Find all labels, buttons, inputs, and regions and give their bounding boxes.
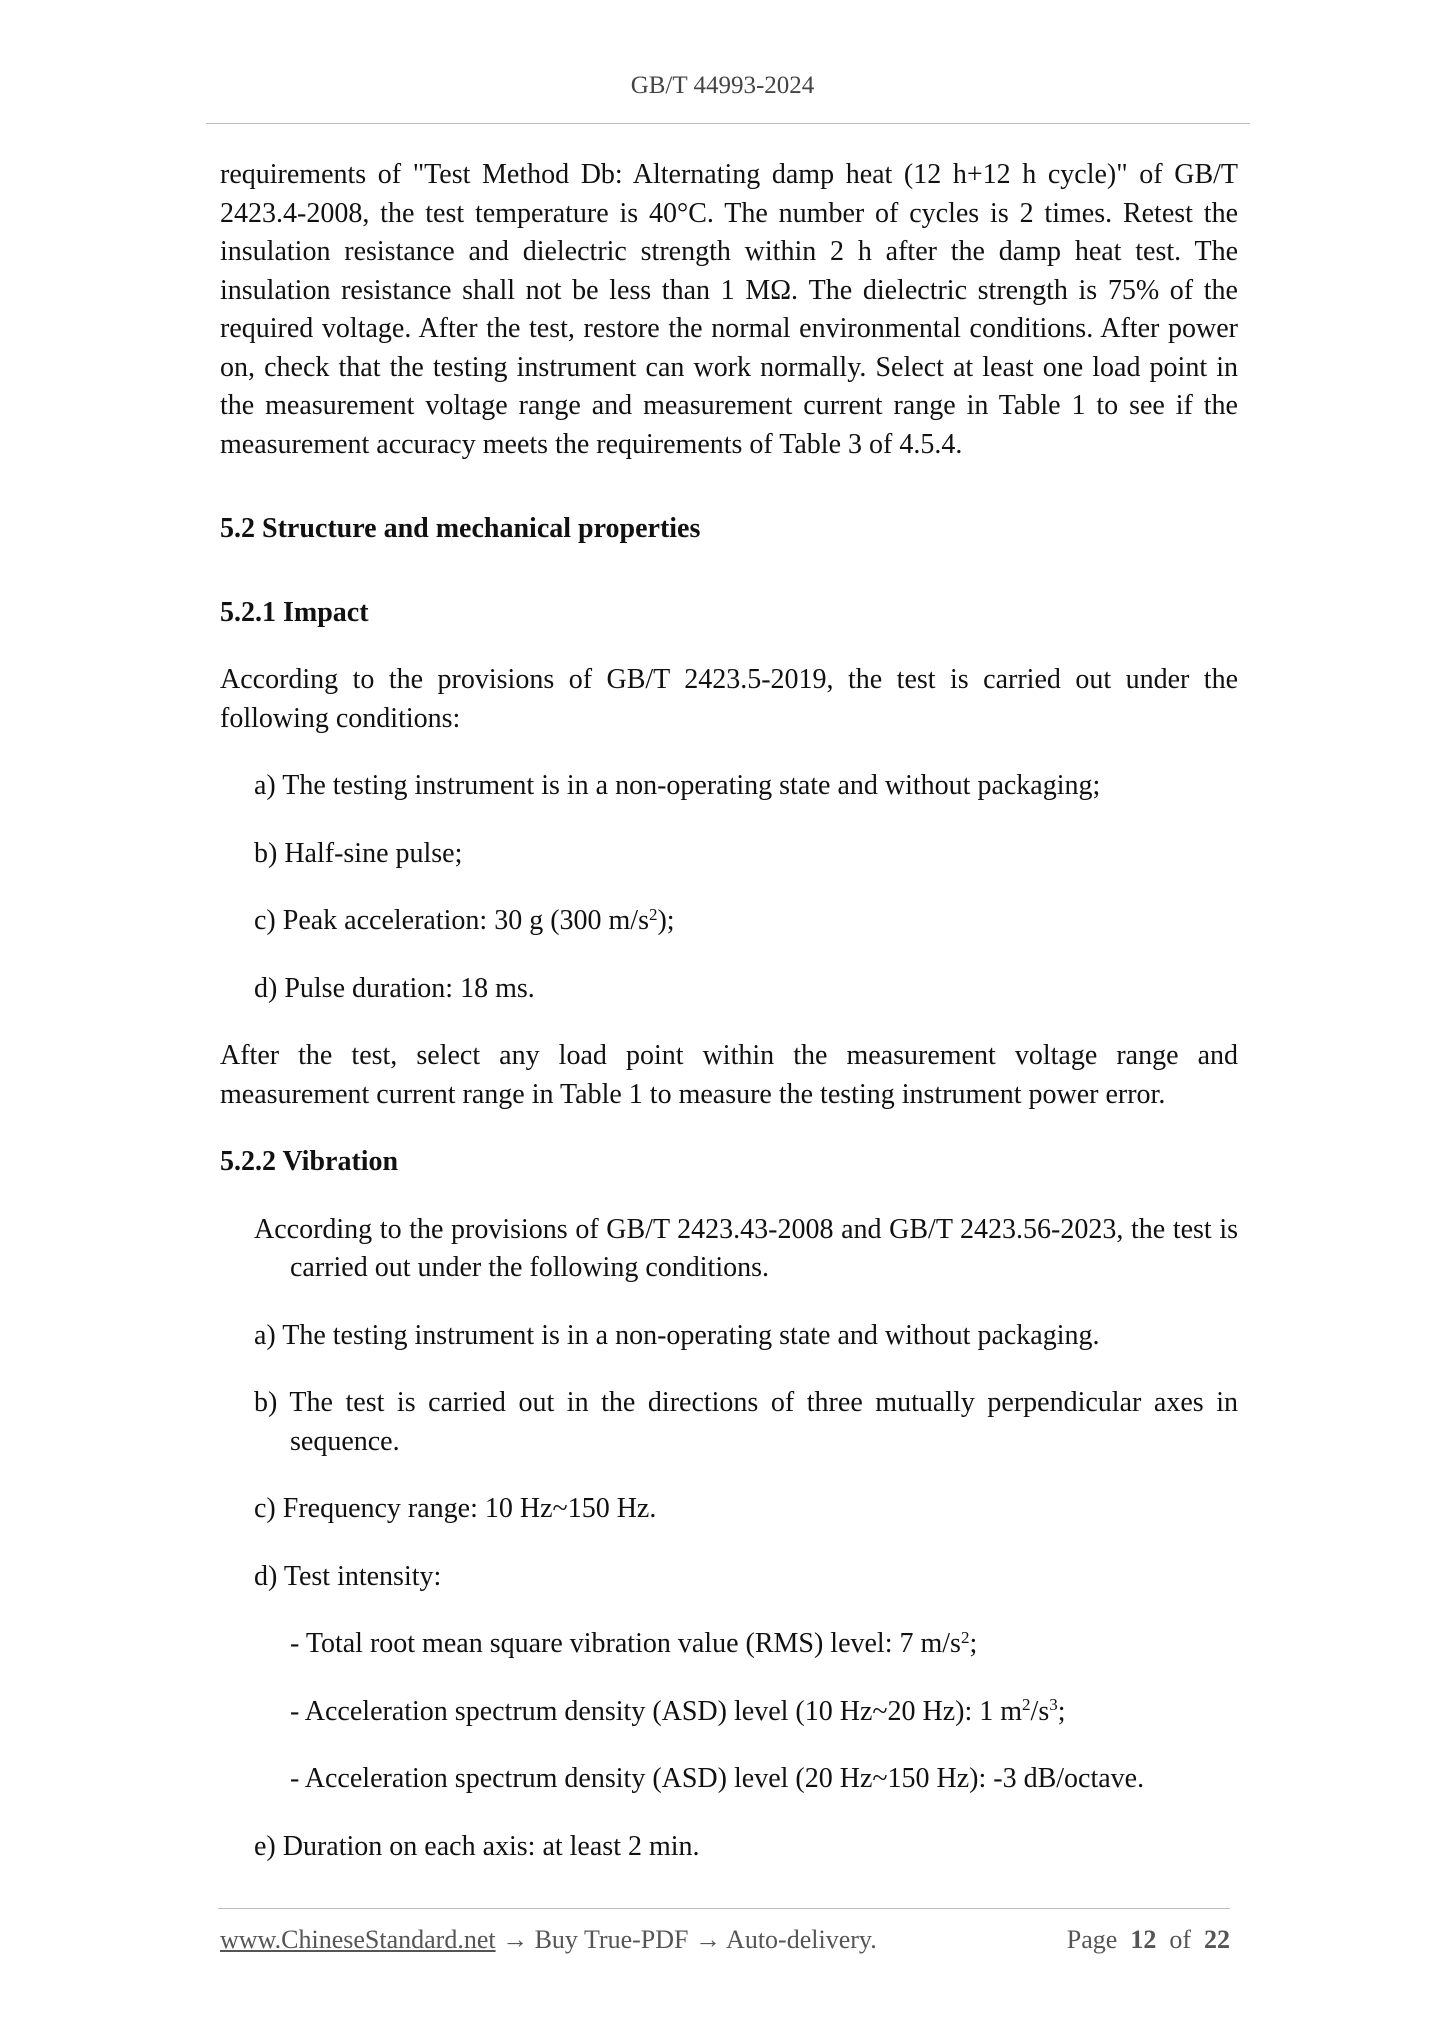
- vibration-sub-asd-low-superscript-2: 3: [1049, 1695, 1058, 1715]
- impact-item-c-text: c) Peak acceleration: 30 g (300 m/s: [254, 905, 649, 936]
- impact-item-c-end: );: [657, 905, 675, 936]
- vibration-intro: According to the provisions of GB/T 2423.43-2008 and GB/T 2423.56-2023, the test is carried out under the following conditions.: [254, 1213, 1238, 1283]
- page-footer: [220, 1925, 1230, 1955]
- impact-item-d: d) Pulse duration: 18 ms.: [254, 972, 535, 1004]
- intro-paragraph: requirements of "Test Method Db: Alternating damp heat (12 h+12 h cycle)" of GB/T 2423.4-2008, the test temperature is 40°C. The number of cycles is 2 times. Retest the insulation resistance and dielectric strength within 2 h after the damp heat test. The insulation resistance shall not be less than 1 MΩ. The dielectric strength is 75% of the required voltage. After the test, restore the normal environmental conditions. After power on, check that the testing instrument can work normally. Select at least one load point in the measurement voltage range and measurement current range in Table 1 to see if the measurement accuracy meets the requirements of Table 3 of 4.5.4.: [220, 159, 1238, 460]
- vibration-sub-asd-high: - Acceleration spectrum density (ASD) level (20 Hz~150 Hz): -3 dB/octave.: [290, 1763, 1145, 1794]
- website-link[interactable]: www.ChineseStandard.net: [220, 1925, 496, 1954]
- section-heading-5-2-2: 5.2.2 Vibration: [220, 1146, 399, 1177]
- vibration-sub-asd-low-mid: /s: [1030, 1695, 1050, 1727]
- vibration-sub-asd-low: [220, 1693, 1238, 1732]
- section-heading-5-2-1: 5.2.1 Impact: [220, 596, 369, 628]
- impact-item-b: b) Half-sine pulse;: [254, 837, 463, 869]
- header-divider: [206, 123, 1250, 124]
- impact-intro: According to the provisions of GB/T 2423.5-2019, the test is carried out under the following conditions:: [220, 664, 1238, 734]
- vibration-item-c: c) Frequency range: 10 Hz~150 Hz.: [254, 1493, 657, 1524]
- page-current: 12: [1130, 1925, 1157, 1954]
- page-of: of: [1169, 1925, 1191, 1954]
- document-code-header: GB/T 44993-2024: [630, 72, 815, 99]
- vibration-sub-rms: [220, 1625, 1238, 1664]
- vibration-item-b: b) The test is carried out in the directions of three mutually perpendicular axes in sequence.: [254, 1387, 1238, 1457]
- page-indicator: [1067, 1925, 1230, 1955]
- vibration-sub-rms-end: ;: [969, 1628, 978, 1659]
- impact-conclusion: After the test, select any load point within the measurement voltage range and measurement current range in Table 1 to measure the testing instrument power error.: [220, 1040, 1238, 1110]
- page-label: Page: [1066, 1925, 1118, 1954]
- document-body: [220, 156, 1238, 1866]
- impact-item-c: [220, 902, 1238, 941]
- vibration-sub-asd-low-end: ;: [1057, 1695, 1066, 1727]
- vibration-item-e: e) Duration on each axis: at least 2 min.: [254, 1830, 700, 1862]
- section-heading-5-2: 5.2 Structure and mechanical properties: [220, 513, 701, 544]
- vibration-sub-rms-superscript: 2: [960, 1627, 970, 1647]
- vibration-sub-asd-low-text: - Acceleration spectrum density (ASD) level (10 Hz~20 Hz): 1 m: [290, 1695, 1023, 1727]
- impact-item-c-superscript: 2: [648, 904, 658, 924]
- page-total: 22: [1204, 1925, 1230, 1954]
- footer-divider: [218, 1908, 1230, 1909]
- vibration-item-d: d) Test intensity:: [254, 1560, 442, 1592]
- impact-item-a: a) The testing instrument is in a non-operating state and without packaging;: [254, 770, 1101, 801]
- footer-promo-text: → Buy True-PDF → Auto-delivery.: [495, 1925, 877, 1954]
- vibration-sub-rms-text: - Total root mean square vibration value (RMS) level: 7 m/s: [290, 1628, 961, 1659]
- vibration-item-a: a) The testing instrument is in a non-operating state and without packaging.: [254, 1319, 1100, 1351]
- vibration-sub-asd-low-superscript-1: 2: [1022, 1695, 1031, 1715]
